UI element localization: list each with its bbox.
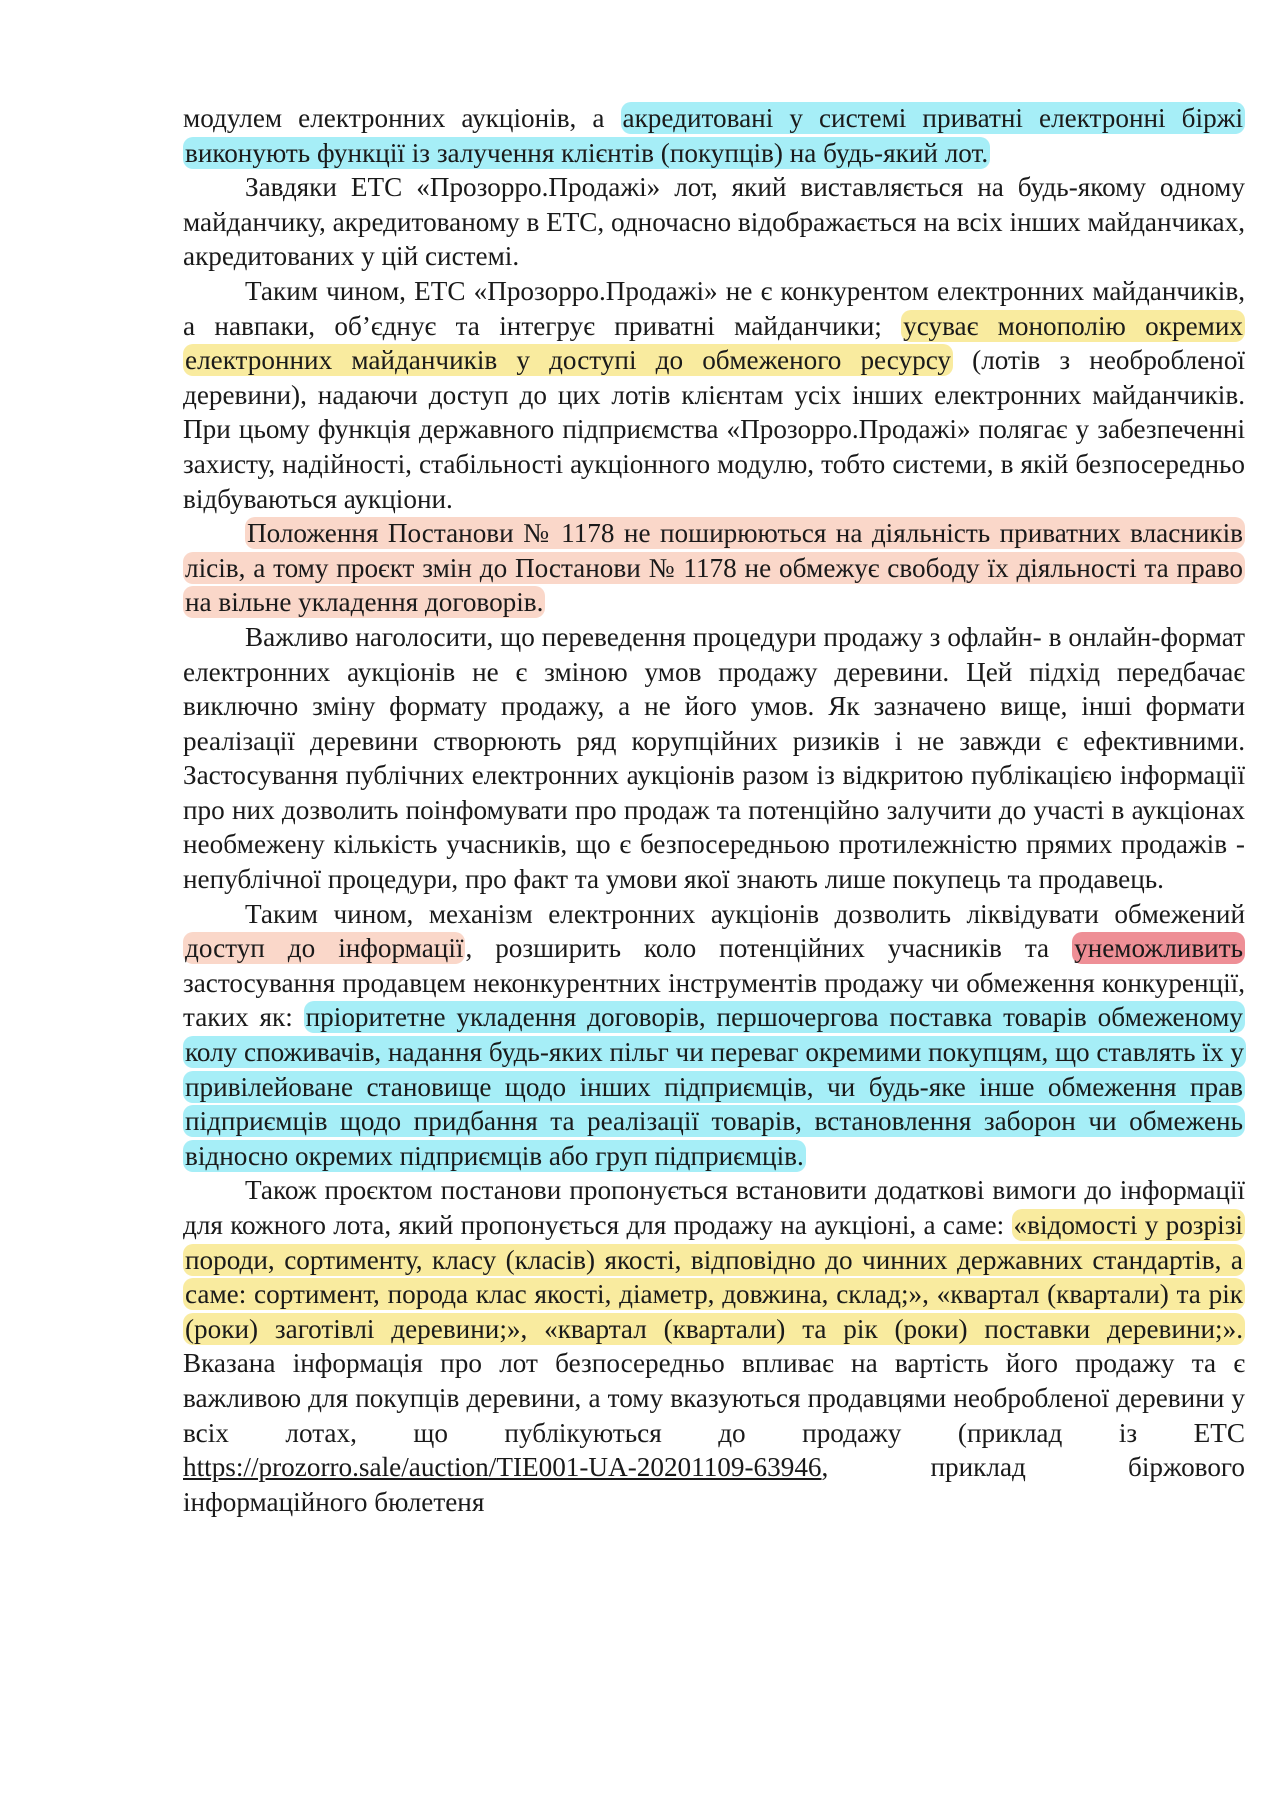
yellow-highlight: «відомості у розрізі породи, сортименту, класу (класів) якості, відповідно до чинних державних стандартів, а саме: сортимент, порода клас якості, діаметр, довжина, склад;», «квартал (квартали) та рік (роки) заготівлі деревини;», «квартал (квартали) та рік (роки) поставки деревини;».	[185, 1210, 1243, 1344]
paragraph-6-text-mid: , розширить коло потенційних учасників та	[465, 933, 1073, 964]
cyan-highlight: акредитовані у системі приватні електронні біржі виконують функції із залучення клієнтів (покупців) на будь-який лот.	[185, 103, 1243, 168]
paragraph-2	[183, 170, 1245, 274]
paragraph-2-text: Завдяки ЕТС «Прозорро.Продажі» лот, який виставляється на будь-якому одному майданчику, акредитованому в ЕТС, одночасно відображається на всіх інших майданчиках, акредитованих у цій системі.	[183, 172, 1245, 272]
paragraph-6-text: Таким чином, механізм електронних аукціонів дозволить ліквідувати обмежений	[245, 898, 1245, 929]
peach-highlight: Положення Постанови № 1178 не поширюються на діяльність приватних власників лісів, а тому проєкт змін до Постанови № 1178 не обмежує свободу їх діяльності та право на вільне укладення договорів.	[185, 518, 1243, 618]
paragraph-3	[183, 274, 1245, 516]
paragraph-3-text-end: (лотів з необробленої деревини), надаючи доступ до цих лотів клієнтам усіх інших електронних майданчиків. При цьому функція державного підприємства «Прозорро.Продажі» полягає у забезпеченні захисту, надійності, стабільності аукціонного модулю, тобто системи, в якій безпосередньо відбуваються аукціони.	[183, 345, 1245, 514]
auction-link[interactable]: https://prozorro.sale/auction/TIE001-UA-20201109-63946	[183, 1452, 822, 1483]
document-page	[183, 101, 1245, 1519]
paragraph-5	[183, 620, 1245, 897]
paragraph-6	[183, 897, 1245, 1174]
paragraph-7-text-end: , приклад біржового інформаційного бюлетеня	[183, 1452, 1245, 1517]
peach-highlight: доступ до інформації	[185, 933, 464, 964]
paragraph-1-text: модулем електронних аукціонів, а	[183, 103, 621, 133]
paragraph-5-text: Важливо наголосити, що переведення процедури продажу з офлайн- в онлайн-формат електронних аукціонів не є зміною умов продажу деревини. Цей підхід передбачає виключно зміну формату продажу, а не його умов. Як зазначено вище, інші формати реалізації деревини створюють ряд корупційних ризиків і не завжди є ефективними. Застосування публічних електронних аукціонів разом із відкритою публікацією інформації про них дозволить поінфомувати про продаж та потенційно залучити до участі в аукціонах необмежену кількість учасників, що є безпосередньою протилежністю прямих продажів - непублічної процедури, про факт та умови якої знають лише покупець та продавець.	[183, 621, 1245, 895]
paragraph-4	[183, 516, 1245, 620]
paragraph-7	[183, 1173, 1245, 1519]
paragraph-6-text-mid2: застосування продавцем неконкурентних інструментів продажу чи обмеження конкуренції, таких як:	[183, 967, 1245, 1033]
yellow-highlight: усуває монополію окремих електронних майданчиків у доступі до обмеженого ресурсу	[185, 310, 1243, 376]
paragraph-3-text: Таким чином, ЕТС «Прозорро.Продажі» не є конкурентом електронних майданчиків, а навпаки, об’єднує та інтегрує приватні майданчики;	[183, 275, 1245, 341]
paragraph-7-text-mid: Вказана інформація про лот безпосередньо впливає на вартість його продажу та є важливою для покупців деревини, а тому вказуються продавцями необробленої деревини у всіх лотах, що публікуються до продажу (приклад із ЕТС	[183, 1348, 1245, 1448]
paragraph-1	[183, 101, 1245, 170]
red-highlight: унеможливить	[1074, 933, 1243, 964]
cyan-highlight: пріоритетне укладення договорів, першочергова поставка товарів обмеженому колу споживачів, надання будь-яких пільг чи переваг окремими покупцям, що ставлять їх у привілейоване становище щодо інших підприємців, чи будь-яке інше обмеження прав підприємців щодо придбання та реалізації товарів, встановлення заборон чи обмежень відносно окремих підприємців або груп підприємців.	[185, 1002, 1244, 1171]
paragraph-7-text: Також проєктом постанови пропонується встановити додаткові вимоги до інформації для кожного лота, який пропонується для продажу на аукціоні, а саме:	[183, 1175, 1245, 1240]
